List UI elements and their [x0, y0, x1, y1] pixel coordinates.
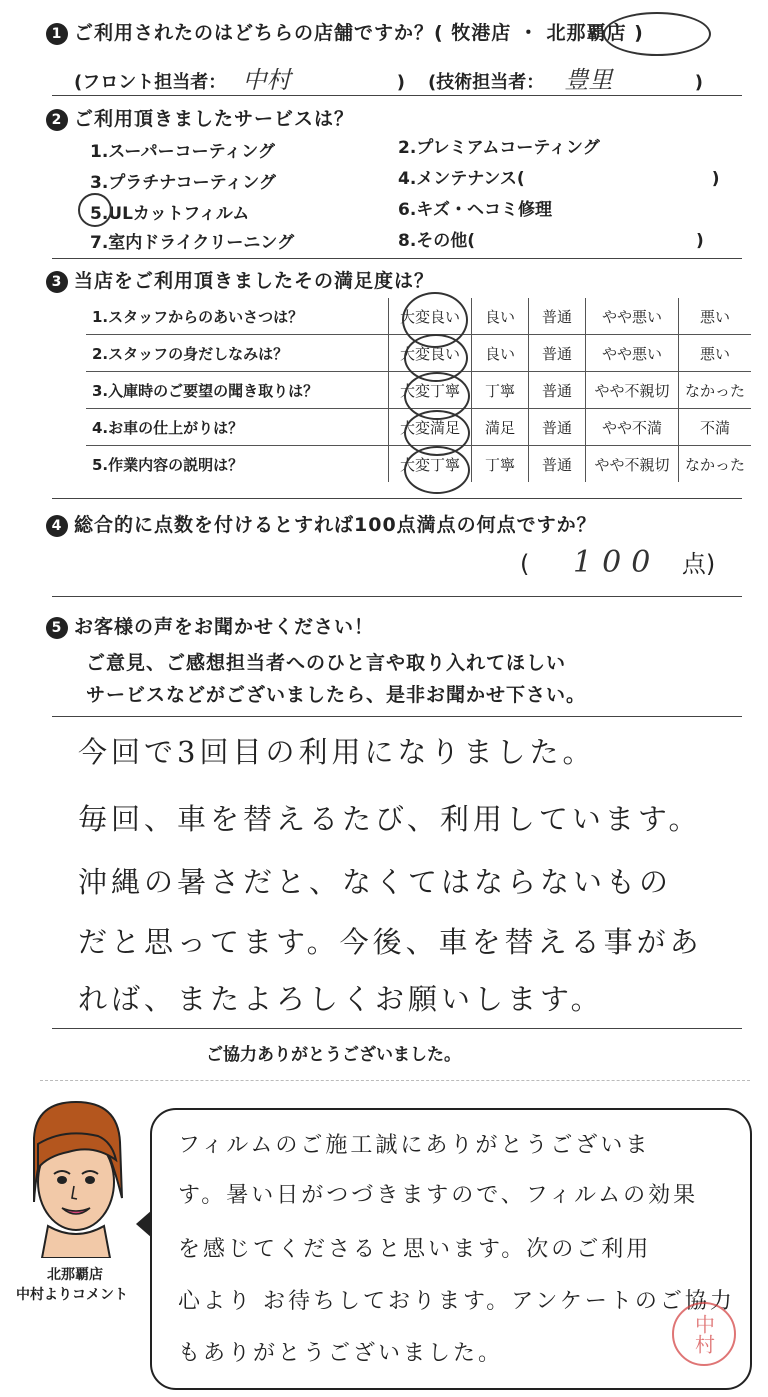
- option-cell: 満足: [472, 409, 529, 446]
- option-cell: 不満: [679, 409, 752, 446]
- question-3: [46, 266, 434, 293]
- question-number: 4: [46, 515, 68, 537]
- option-cell: 普通: [529, 298, 586, 335]
- staff-comment-line: フィルムのご施工誠にありがとうございま: [178, 1133, 651, 1158]
- divider: [52, 95, 742, 96]
- option-cell: やや悪い: [586, 298, 679, 335]
- question-number: 2: [46, 109, 68, 131]
- customer-comment-line: 今回で3回目の利用になりました。: [78, 735, 596, 769]
- staff-comment-line: もありがとうございました。: [178, 1341, 504, 1366]
- row-question: 4.お車の仕上がりは？: [92, 418, 244, 437]
- front-staff-field: [74, 60, 405, 95]
- question-5-instructions: サービスなどがございましたら、是非お聞かせ下さい。: [86, 684, 587, 706]
- option-cell: なかった: [679, 446, 752, 483]
- service-item-selected: 5.ULカットフィルム: [90, 204, 250, 224]
- option-cell: やや不親切: [586, 446, 679, 483]
- tech-staff-close: ): [694, 72, 704, 93]
- option-cell: 丁寧: [472, 372, 529, 409]
- question-number: 3: [46, 271, 68, 293]
- row-question: 2.スタッフの身だしなみは？: [92, 344, 289, 363]
- divider: [52, 596, 742, 597]
- service-item: 2.プレミアムコーティング: [398, 138, 600, 158]
- service-item: 1.スーパーコーティング: [90, 142, 275, 162]
- staff-caption: 中村よりコメント: [16, 1287, 128, 1303]
- option-cell: やや不親切: [586, 372, 679, 409]
- service-item: 6.キズ・ヘコミ修理: [398, 200, 552, 220]
- option-cell: 丁寧: [472, 446, 529, 483]
- front-staff-close: ): [396, 72, 406, 93]
- customer-comment-line: 毎回、車を替えるたび、利用しています。: [78, 802, 702, 836]
- option-cell: やや不満: [586, 409, 679, 446]
- tech-staff-label: (技術担当者：: [428, 72, 545, 93]
- question-text: お客様の声をお聞かせください！: [74, 616, 375, 638]
- option-cell: 普通: [529, 372, 586, 409]
- question-number: 1: [46, 23, 68, 45]
- option-cell: 悪い: [679, 298, 752, 335]
- row-question: 1.スタッフからのあいさつは？: [92, 307, 304, 326]
- thanks-text: ご協力ありがとうございました。: [206, 1045, 461, 1065]
- option-cell: 大変丁寧: [389, 446, 472, 483]
- option-cell: 大変良い: [389, 335, 472, 372]
- question-number: 5: [46, 617, 68, 639]
- cut-line: [40, 1080, 750, 1081]
- customer-comment-line: だと思ってます。今後、車を替える事があ: [78, 925, 703, 959]
- score-field: [520, 544, 715, 580]
- option-cell: 普通: [529, 409, 586, 446]
- question-text: ご利用されたのはどちらの店舗ですか？( 牧港店 ・ 北那覇店 ): [74, 22, 644, 44]
- rating-circle: [404, 446, 470, 494]
- divider: [52, 498, 742, 499]
- question-text: 総合的に点数を付けるとすれば100点満点の何点ですか？: [74, 514, 597, 536]
- divider: [52, 716, 742, 717]
- option-cell: やや悪い: [586, 335, 679, 372]
- option-cell: 大変丁寧: [389, 372, 472, 409]
- option-cell: 良い: [472, 335, 529, 372]
- question-text: 当店をご利用頂きましたその満足度は？: [74, 270, 435, 292]
- selected-store-circle: [603, 12, 711, 56]
- selected-service-circle: [78, 193, 112, 227]
- question-1: [46, 18, 644, 45]
- staff-avatar: [14, 1098, 138, 1258]
- option-cell: 悪い: [679, 335, 752, 372]
- question-5: [46, 612, 374, 639]
- question-text: ご利用頂きましたサービスは？: [74, 108, 355, 130]
- tech-staff-value: 豊里: [564, 66, 613, 94]
- option-cell: 普通: [529, 335, 586, 372]
- customer-comment-line: れば、またよろしくお願いします。: [78, 982, 604, 1016]
- front-staff-value: 中村: [242, 66, 291, 94]
- front-staff-label: (フロント担当者：: [74, 72, 227, 93]
- tech-staff-field: [428, 60, 703, 95]
- service-item: 7.室内ドライクリーニング: [90, 233, 295, 253]
- customer-comment-line: 沖縄の暑さだと、なくてはならないもの: [78, 865, 673, 899]
- question-5-instructions: ご意見、ご感想担当者へのひと言や取り入れてほしい: [86, 652, 567, 674]
- service-item: 8.その他( ): [398, 231, 704, 251]
- score-unit: 点): [681, 550, 716, 578]
- divider: [52, 258, 742, 259]
- name-stamp: [672, 1302, 736, 1366]
- option-cell: 大変満足: [389, 409, 472, 446]
- staff-comment-line: を感じてくださると思います。次のご利用: [178, 1237, 652, 1262]
- staff-comment-line: す。暑い日がつづきますので、フィルムの効果: [178, 1183, 699, 1208]
- option-cell: 大変良い: [389, 298, 472, 335]
- question-2: [46, 104, 354, 131]
- option-cell: 普通: [529, 446, 586, 483]
- score-open: (: [520, 550, 530, 578]
- option-cell: なかった: [679, 372, 752, 409]
- service-item: 4.メンテナンス( ): [398, 169, 720, 189]
- score-value: 100: [573, 545, 661, 580]
- option-cell: 良い: [472, 298, 529, 335]
- service-item: 3.プラチナコーティング: [90, 173, 276, 193]
- row-question: 5.作業内容の説明は？: [92, 455, 244, 474]
- row-question: 3.入庫時のご要望の聞き取りは？: [92, 381, 319, 400]
- stamp-text: 中村: [691, 1314, 716, 1354]
- question-4: [46, 510, 597, 537]
- staff-store: 北那覇店: [47, 1267, 103, 1283]
- divider: [52, 1028, 742, 1029]
- staff-comment-line: 心より お待ちしております。アンケートのご協力: [178, 1289, 735, 1314]
